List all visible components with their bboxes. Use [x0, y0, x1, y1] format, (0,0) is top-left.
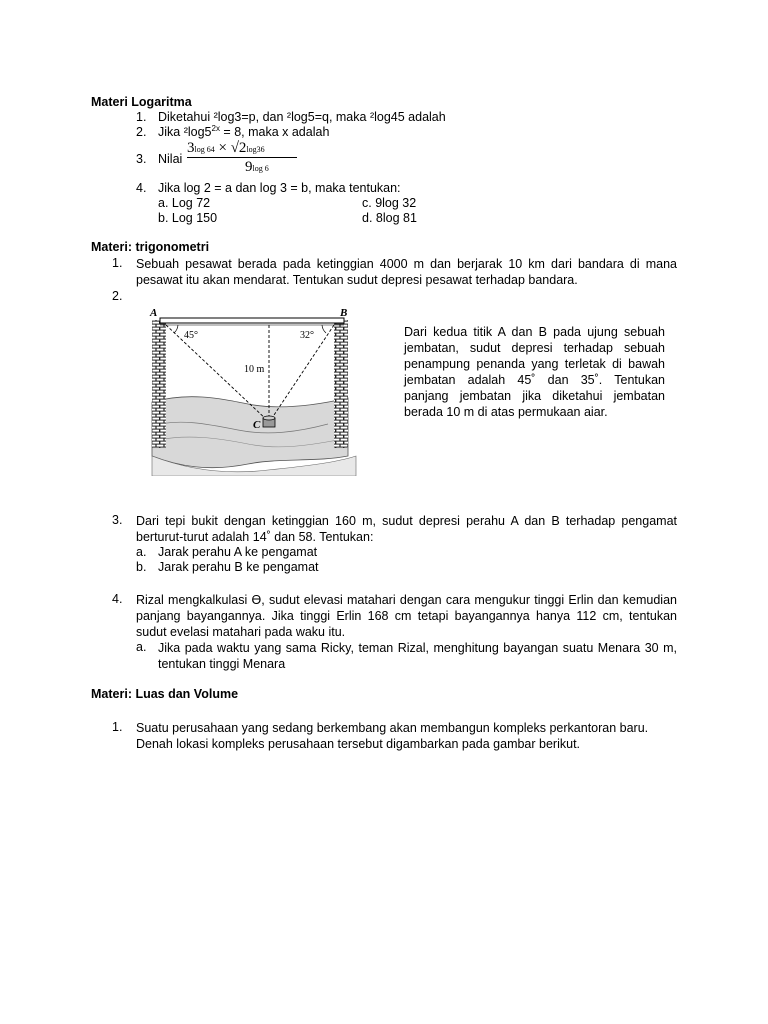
- fraction-bar: [187, 157, 297, 158]
- question-text: Dari kedua titik A dan B pada ujung sebuah jembatan, sudut depresi terhadap sebuah penampung penanda yang terletak di bawah jembatan adalah 45˚ dan 35˚. Tentukan panjang jembatan jika diketahui jembatan berada 10 m di atas permukaan aiar.: [404, 325, 665, 419]
- option-d: d. 8log 81: [362, 211, 417, 225]
- angle-a-label: 45°: [184, 330, 198, 341]
- sub-text: Jarak perahu A ke pengamat: [158, 545, 318, 559]
- section-heading-logaritma: Materi Logaritma: [91, 95, 192, 109]
- bridge-diagram: [148, 306, 360, 476]
- point-a-label: A: [150, 307, 158, 319]
- list-number: 3.: [112, 513, 123, 527]
- option-c: c. 9log 32: [362, 196, 417, 210]
- list-number: 2.: [112, 289, 123, 303]
- list-number: 1.: [112, 256, 123, 270]
- option-a: a. Log 72: [158, 196, 211, 210]
- sub-text: Jika pada waktu yang sama Ricky, teman Rizal, menghitung bayangan suatu Menara 30 m, tentukan tinggi Menara: [158, 641, 677, 671]
- question-text: Jika $^2\log 5^{2x} = 8$, maka x adalah: [158, 124, 330, 139]
- list-number: 4.: [136, 181, 147, 195]
- question-text: Sebuah pesawat berada pada ketinggian 4000 m dan berjarak 10 km dari bandara di mana pesawat itu akan mendarat. Tentukan sudut depresi pesawat terhadap bandara.: [136, 257, 677, 287]
- list-number: 2.: [136, 125, 147, 139]
- question-text: Suatu perusahaan yang sedang berkembang akan membangun kompleks perkantoran baru. Denah lokasi kompleks perusahaan tersebut digambarkan pada gambar berikut.: [136, 721, 649, 751]
- point-b-label: B: [340, 307, 348, 319]
- question-text: Jika log 2 = a dan log 3 = b, maka tentukan:: [158, 181, 401, 195]
- fraction-denominator: 9log 6: [245, 159, 269, 175]
- list-number: 4.: [112, 592, 123, 606]
- sub-label: a.: [136, 545, 147, 559]
- fraction-numerator: 3log 64 × √2log36: [187, 140, 265, 156]
- question-label: Nilai: [158, 152, 183, 166]
- sub-text: Jarak perahu B ke pengamat: [158, 560, 319, 574]
- sub-label: b.: [136, 560, 147, 574]
- question-text: Dari tepi bukit dengan ketinggian 160 m, sudut depresi perahu A dan B terhadap pengamat berturut-turut adalah 14˚ dan 58. Tentukan:: [136, 514, 677, 544]
- question-text: Diketahui ²log3=p, dan ²log5=q, maka ²log45 adalah: [158, 110, 446, 124]
- section-heading-trigonometri: Materi: trigonometri: [91, 240, 210, 254]
- list-number: 1.: [112, 720, 123, 734]
- list-number: 3.: [136, 152, 147, 166]
- pillar-right: [334, 320, 348, 448]
- pillar-left: [152, 320, 166, 448]
- sub-label: a.: [136, 640, 147, 654]
- list-number: 1.: [136, 110, 147, 124]
- option-b: b. Log 150: [158, 211, 218, 225]
- angle-b-label: 32°: [300, 330, 314, 341]
- point-c-label: C: [253, 419, 261, 431]
- section-heading-luas-volume: Materi: Luas dan Volume: [91, 687, 239, 701]
- question-text: Rizal mengkalkulasi ϴ, sudut elevasi matahari dengan cara mengukur tinggi Erlin dan kemudian panjang bayangannya. Jika tinggi Erlin 168 cm tetapi bayangannya hanya 112 cm, tentukan sudut evelasi matahari pada waku itu.: [136, 593, 677, 639]
- height-label: 10 m: [244, 364, 265, 375]
